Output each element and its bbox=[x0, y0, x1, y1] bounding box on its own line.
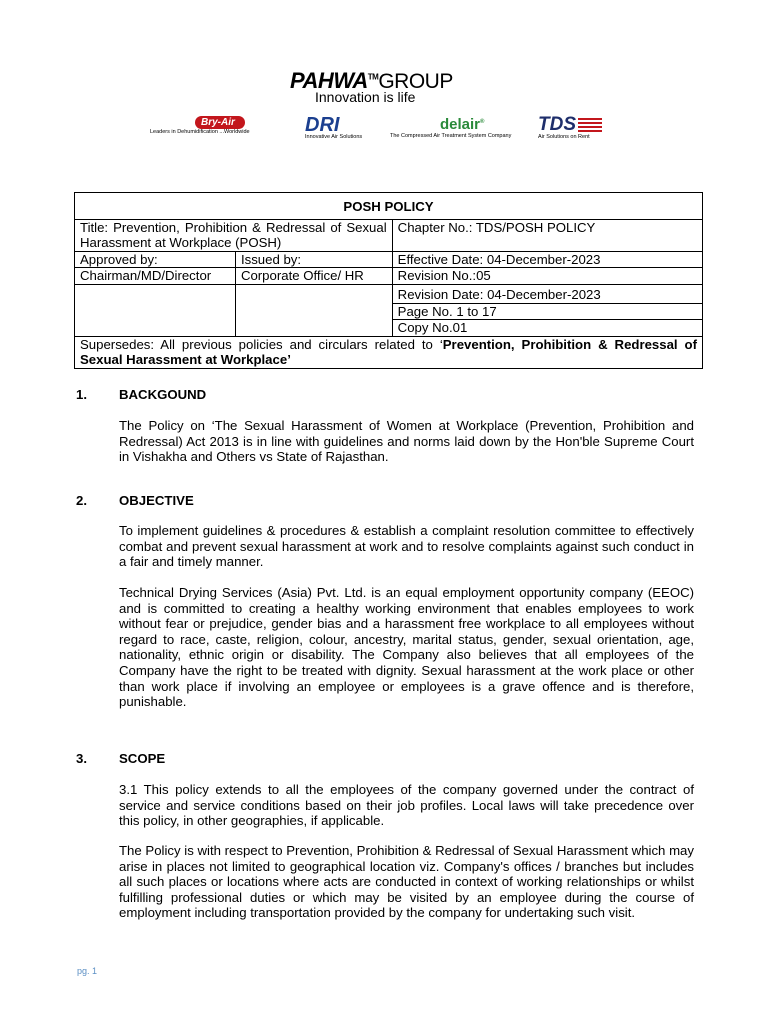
policy-info-table bbox=[74, 192, 703, 369]
company-logo-banner bbox=[100, 58, 660, 154]
delair-logo: delair® The Compressed Air Treatment System Company bbox=[390, 116, 512, 139]
revision-date: Revision Date: 04-December-2023 bbox=[392, 284, 702, 303]
supersedes-note: Supersedes: All previous policies and circulars related to ‘Prevention, Prohibition & Redressal of Sexual Harassment at Workplace’ bbox=[75, 336, 703, 368]
dri-logo: DRI Innovative Air Solutions bbox=[305, 114, 363, 140]
page-number: pg. 1 bbox=[77, 966, 98, 976]
empty-cell bbox=[235, 284, 392, 336]
chapter-no: Chapter No.: TDS/POSH POLICY bbox=[392, 219, 702, 251]
section-heading-objective: 2. OBJECTIVE bbox=[76, 493, 194, 508]
revision-no: Revision No.:05 bbox=[392, 268, 702, 285]
pahwa-group-logo: PAHWA™GROUP bbox=[290, 68, 453, 93]
objective-paragraph-1: To implement guidelines & procedures & establish a complaint resolution committee to effectively combat and prevent sexual harassment at work and to resolve complaints against such conduct in a fair and timely manner. bbox=[119, 523, 694, 570]
tds-logo: TDS Air Solutions on Rent bbox=[538, 116, 602, 140]
section-heading-background: 1. BACKGOUND bbox=[76, 387, 207, 402]
objective-paragraph-2: Technical Drying Services (Asia) Pvt. Ltd. is an equal employment opportunity company (EEOC) and is committed to creating a healthy working environment that enables employees to work without fear or prejudice, gender bias and a harassment free workplace to all employees without regard to race, caste, religion, colour, ancestry, marital status, gender, sexual orientation, age, nationality, ethnic origin or disability. The Company also believes that all employees of the Company have the right to be treated with dignity. Sexual harassment at the work place or other than work place if involving an employee or employees is a grave offence and is therefore, punishable. bbox=[119, 585, 694, 710]
approved-by-label: Approved by: bbox=[75, 251, 236, 268]
tds-stripes-icon bbox=[578, 118, 602, 132]
issued-by-value: Corporate Office/ HR bbox=[235, 268, 392, 285]
bry-air-logo: Bry-Air Leaders in Dehumidification ...Worldwide bbox=[150, 117, 250, 135]
scope-paragraph-1: 3.1 This policy extends to all the employees of the company governed under the contract of service and service conditions based on their job profiles. Local laws will take precedence over this policy, in other geographies, if applicable. bbox=[119, 782, 694, 829]
page-no: Page No. 1 to 17 bbox=[392, 303, 702, 320]
scope-paragraph-2: The Policy is with respect to Prevention, Prohibition & Redressal of Sexual Harassment which may arise in places not limited to geographical location viz. Company's offices / branches but includes all such places or locations where acts are conducted in context of working relationships or whilst fulfilling professional duties or which may be visited by an employee during the course of employment including transportation provided by the company for undertaking such visit. bbox=[119, 843, 694, 921]
copy-no: Copy No.01 bbox=[392, 320, 702, 337]
background-paragraph: The Policy on ‘The Sexual Harassment of Women at Workplace (Prevention, Prohibition and Redressal) Act 2013 is in line with guidelines and norms laid down by the Hon'ble Supreme Court in Vishakha and Others vs State of Rajasthan. bbox=[119, 418, 694, 465]
policy-heading: POSH POLICY bbox=[75, 193, 703, 220]
section-heading-scope: 3. SCOPE bbox=[76, 751, 166, 766]
effective-date: Effective Date: 04-December-2023 bbox=[392, 251, 702, 268]
tagline: Innovation is life bbox=[315, 89, 416, 105]
empty-cell bbox=[75, 284, 236, 336]
policy-title: Title: Prevention, Prohibition & Redressal of Sexual Harassment at Workplace (POSH) bbox=[75, 219, 393, 251]
issued-by-label: Issued by: bbox=[235, 251, 392, 268]
approved-by-value: Chairman/MD/Director bbox=[75, 268, 236, 285]
